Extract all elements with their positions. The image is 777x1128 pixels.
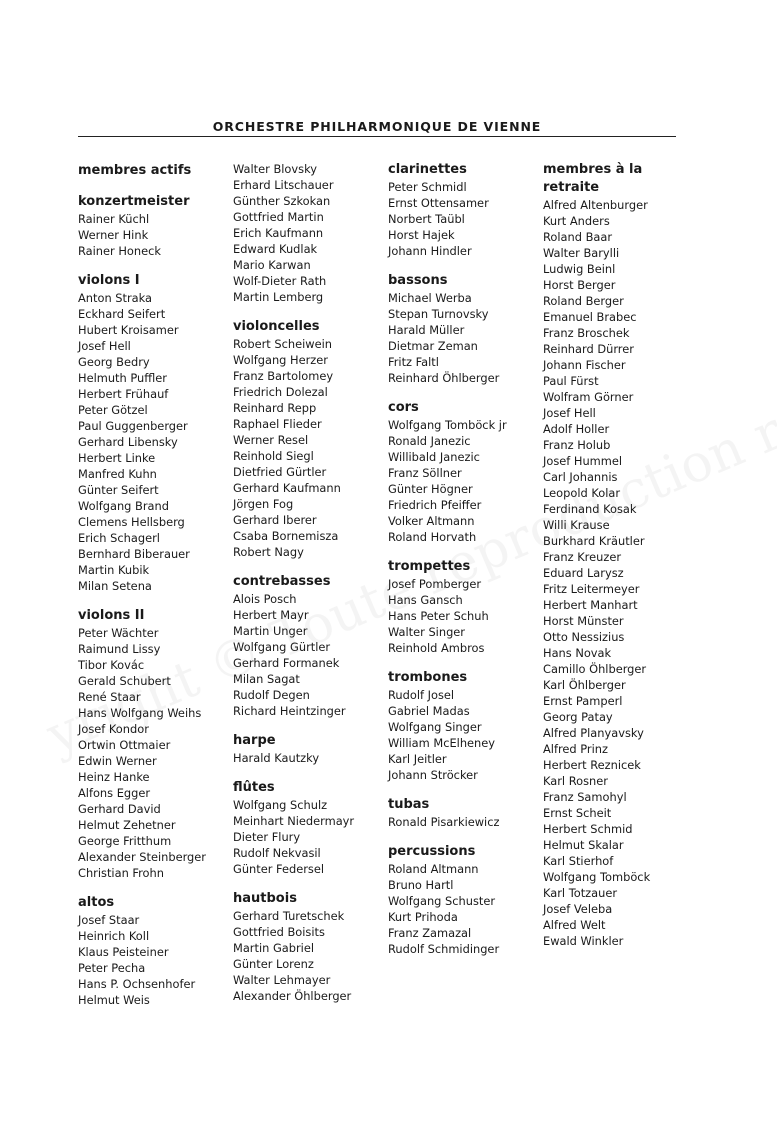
musician-name: Walter Singer [388,625,465,639]
musician-name: Ewald Winkler [543,934,624,948]
instrument-section [78,193,230,259]
musician-name: Paul Fürst [543,374,599,388]
musician-name: Alfred Welt [543,918,606,932]
musician-name: Ronald Janezic [388,434,471,448]
musician-name: Alfred Planyavsky [543,726,644,740]
musician-name: Wolfram Görner [543,390,634,404]
musician-name: Willibald Janezic [388,450,480,464]
musician-name: Herbert Schmid [543,822,633,836]
musician-name: Roland Baar [543,230,613,244]
section-heading: hautbois [233,891,297,906]
musician-name: Eckhard Seifert [78,307,166,321]
instrument-section [388,399,540,545]
section-heading: tubas [388,797,430,812]
musician-name: Reinhard Repp [233,401,317,415]
instrument-section [233,779,385,877]
musician-name: Helmut Zehetner [78,818,176,832]
musician-name: Mario Karwan [233,258,311,272]
musician-name: Gottfried Boisits [233,925,325,939]
musician-name: Karl Jeitler [388,752,447,766]
musician-name: Walter Lehmayer [233,973,331,987]
musician-name: Martin Unger [233,624,308,638]
musician-name: Hans Peter Schuh [388,609,489,623]
musician-name: Hans Novak [543,646,612,660]
musician-name: Bruno Hartl [388,878,454,892]
musician-name: Rudolf Degen [233,688,310,702]
musician-name: Rudolf Josel [388,688,455,702]
musician-name: Gerhard Libensky [78,435,178,449]
musician-name: Anton Straka [78,291,153,305]
musician-name: Reinhold Ambros [388,641,485,655]
musician-name: Wolfgang Herzer [233,353,328,367]
musician-name: Herbert Reznicek [543,758,641,772]
musician-name: Herbert Frühauf [78,387,169,401]
musician-name: Hans Wolfgang Weihs [78,706,202,720]
section-heading: membres actifs [78,163,192,178]
section-heading: contrebasses [233,574,331,589]
musician-name: Johann Ströcker [388,768,478,782]
musician-name: Alfred Altenburger [543,198,648,212]
musician-name: Manfred Kuhn [78,467,157,481]
musician-name: Willi Krause [543,518,610,532]
section-heading: harpe [233,733,276,748]
musician-name: Milan Setena [78,579,152,593]
musician-name: Gerhard Turetschek [233,909,345,923]
musician-name: Alfons Egger [78,786,151,800]
musician-name: Milan Sagat [233,672,300,686]
musician-name: Alois Posch [233,592,297,606]
musician-name: Raimund Lissy [78,642,161,656]
musician-name: Georg Bedry [78,355,150,369]
musician-name: Josef Hell [543,406,596,420]
musician-name: Werner Resel [233,433,309,447]
musician-name: Roland Altmann [388,862,479,876]
instrument-section [388,161,540,259]
musician-name: Raphael Flieder [233,417,322,431]
musician-name: Jörgen Fog [233,497,294,511]
musician-name: Rainer Küchl [78,212,150,226]
musician-name: Reinhard Öhlberger [388,371,500,385]
musician-name: Camillo Öhlberger [543,662,647,676]
musician-name: Dieter Flury [233,830,301,844]
section-heading: percussions [388,844,476,859]
musician-name: Ronald Pisarkiewicz [388,815,500,829]
musician-name: Josef Kondor [78,722,149,736]
musician-name: Wolfgang Schulz [233,798,328,812]
musician-name: Fritz Leitermeyer [543,582,640,596]
musician-name: Erhard Litschauer [233,178,334,192]
musician-name: Leopold Kolar [543,486,621,500]
musician-name: Clemens Hellsberg [78,515,185,529]
musician-name: Franz Zamazal [388,926,472,940]
instrument-section [78,162,230,180]
musician-name: Bernhard Biberauer [78,547,190,561]
musician-name: Wolfgang Tomböck [543,870,651,884]
musician-name: Edward Kudlak [233,242,318,256]
musician-name: Reinhard Dürrer [543,342,634,356]
musician-name: Edwin Werner [78,754,157,768]
musician-name: Eduard Larysz [543,566,624,580]
musician-name: Erich Schagerl [78,531,160,545]
musician-name: Martin Lemberg [233,290,324,304]
instrument-section [78,272,230,594]
musician-name: Helmut Skalar [543,838,624,852]
musician-name: Alfred Prinz [543,742,608,756]
musician-name: Gerhard David [78,802,161,816]
section-heading: violoncelles [233,319,320,334]
musician-name: Dietfried Gürtler [233,465,327,479]
musician-name: George Fritthum [78,834,172,848]
musician-name: Günter Högner [388,482,473,496]
musician-name: Roland Horvath [388,530,477,544]
musician-name: Horst Münster [543,614,624,628]
musician-name: Franz Holub [543,438,611,452]
musician-name: Günter Federsel [233,862,325,876]
column-2 [233,161,385,1017]
section-heading: cors [388,400,419,415]
musician-name: Klaus Peisteiner [78,945,169,959]
musician-name: Ferdinand Kosak [543,502,637,516]
instrument-section [78,894,230,1008]
musician-name: Emanuel Brabec [543,310,637,324]
musician-name: Hans Gansch [388,593,463,607]
instrument-section [543,161,683,949]
musician-name: Werner Hink [78,228,149,242]
musician-name: Helmut Weis [78,993,150,1007]
musician-name: Tibor Kovác [78,658,145,672]
musician-name: Horst Berger [543,278,616,292]
musician-name: Harald Kautzky [233,751,320,765]
musician-name: Karl Totzauer [543,886,618,900]
musician-name: Wolfgang Singer [388,720,482,734]
musician-name: Günter Lorenz [233,957,314,971]
musician-name: Rudolf Nekvasil [233,846,321,860]
section-heading: trompettes [388,559,471,574]
musician-name: Richard Heintzinger [233,704,346,718]
musician-name: Rudolf Schmidinger [388,942,500,956]
section-heading: clarinettes [388,162,467,177]
musician-name: Martin Gabriel [233,941,315,955]
musician-name: Peter Schmidl [388,180,467,194]
musician-name: Gottfried Martin [233,210,324,224]
instrument-section [78,607,230,881]
musician-name: Friedrich Dolezal [233,385,328,399]
section-heading: konzertmeister [78,194,190,209]
musician-name: Johann Hindler [388,244,472,258]
musician-name: Helmuth Puffler [78,371,167,385]
section-heading: flûtes [233,780,275,795]
instrument-section [233,890,385,1004]
section-heading: bassons [388,273,448,288]
musician-name: Karl Stierhof [543,854,614,868]
musician-name: Reinhold Siegl [233,449,314,463]
musician-name: Michael Werba [388,291,472,305]
musician-name: Fritz Faltl [388,355,439,369]
musician-name: Roland Berger [543,294,624,308]
musician-name: Josef Staar [78,913,140,927]
section-heading: altos [78,895,115,910]
musician-name: Wolfgang Schuster [388,894,496,908]
musician-name: Peter Wächter [78,626,159,640]
musician-name: Horst Hajek [388,228,455,242]
musician-name: Herbert Linke [78,451,156,465]
musician-name: Carl Johannis [543,470,618,484]
musician-name: Meinhart Niedermayr [233,814,355,828]
musician-name: Adolf Holler [543,422,610,436]
instrument-section [233,573,385,719]
musician-name: Günter Seifert [78,483,159,497]
musician-name: Christian Frohn [78,866,164,880]
instrument-section [388,558,540,656]
musician-name: Heinz Hanke [78,770,150,784]
musician-name: Walter Barylli [543,246,620,260]
musician-name: Gerhard Formanek [233,656,340,670]
musician-name: Ernst Scheit [543,806,612,820]
musician-name: Ernst Ottensamer [388,196,489,210]
instrument-section [388,669,540,783]
musician-name: Karl Öhlberger [543,678,626,692]
musician-name: Peter Götzel [78,403,148,417]
musician-name: Gerald Schubert [78,674,171,688]
section-heading: membres à la retraite [543,162,643,195]
musician-name: Friedrich Pfeiffer [388,498,482,512]
musician-name: Ortwin Ottmaier [78,738,171,752]
musician-name: Franz Broschek [543,326,630,340]
section-heading: violons II [78,608,145,623]
musician-name: Herbert Mayr [233,608,309,622]
musician-name: Franz Samohyl [543,790,627,804]
musician-name: Heinrich Koll [78,929,150,943]
musician-name: Stepan Turnovsky [388,307,489,321]
musician-name: Gerhard Kaufmann [233,481,341,495]
musician-name: Wolfgang Tomböck jr [388,418,507,432]
musician-name: Josef Hummel [543,454,623,468]
instrument-section [233,732,385,766]
musician-name: Josef Pomberger [388,577,482,591]
musician-name: Rainer Honeck [78,244,161,258]
instrument-section [388,843,540,957]
musician-name: Kurt Anders [543,214,610,228]
musician-name: Norbert Taübl [388,212,465,226]
musician-name: Gabriel Madas [388,704,470,718]
title-divider [78,136,676,137]
instrument-section [388,796,540,830]
musician-name: Gerhard Iberer [233,513,317,527]
musician-name: Harald Müller [388,323,465,337]
musician-name: Csaba Bornemisza [233,529,339,543]
musician-name: Martin Kubik [78,563,150,577]
page-title: ORCHESTRE PHILHARMONIQUE DE VIENNE [212,119,542,134]
musician-name: Günther Szkokan [233,194,331,208]
instrument-section [388,272,540,386]
musician-name: Robert Nagy [233,545,304,559]
musician-name: Peter Pecha [78,961,146,975]
musician-name: Karl Rosner [543,774,608,788]
musician-name: Ludwig Beinl [543,262,616,276]
musician-name: Burkhard Kräutler [543,534,645,548]
musician-name: Josef Hell [78,339,131,353]
musician-name: Franz Söllner [388,466,462,480]
musician-name: Paul Guggenberger [78,419,188,433]
musician-name: Franz Bartolomey [233,369,334,383]
musician-name: Volker Altmann [388,514,475,528]
musician-name: Alexander Öhlberger [233,989,352,1003]
column-1 [78,162,230,1021]
musician-name: Erich Kaufmann [233,226,324,240]
column-4 [543,161,683,962]
musician-name: Johann Fischer [543,358,626,372]
musician-name: Kurt Prihoda [388,910,458,924]
musician-name: Walter Blovsky [233,162,318,176]
musician-name: Ernst Pamperl [543,694,623,708]
instrument-section [233,161,385,305]
musician-name: Otto Nessizius [543,630,625,644]
musician-name: Josef Veleba [543,902,613,916]
musician-name: Alexander Steinberger [78,850,206,864]
musician-name: René Staar [78,690,141,704]
instrument-section [233,318,385,560]
musician-name: Hubert Kroisamer [78,323,179,337]
musician-name: Robert Scheiwein [233,337,332,351]
musician-name: Dietmar Zeman [388,339,478,353]
musician-name: Franz Kreuzer [543,550,622,564]
musician-name: Wolfgang Gürtler [233,640,331,654]
musician-name: Georg Patay [543,710,613,724]
musician-name: Wolfgang Brand [78,499,169,513]
musician-name: William McElheney [388,736,496,750]
section-heading: violons I [78,273,140,288]
musician-name: Wolf-Dieter Rath [233,274,327,288]
section-heading: trombones [388,670,468,685]
musician-name: Hans P. Ochsenhofer [78,977,196,991]
musician-name: Herbert Manhart [543,598,638,612]
column-3 [388,161,540,970]
